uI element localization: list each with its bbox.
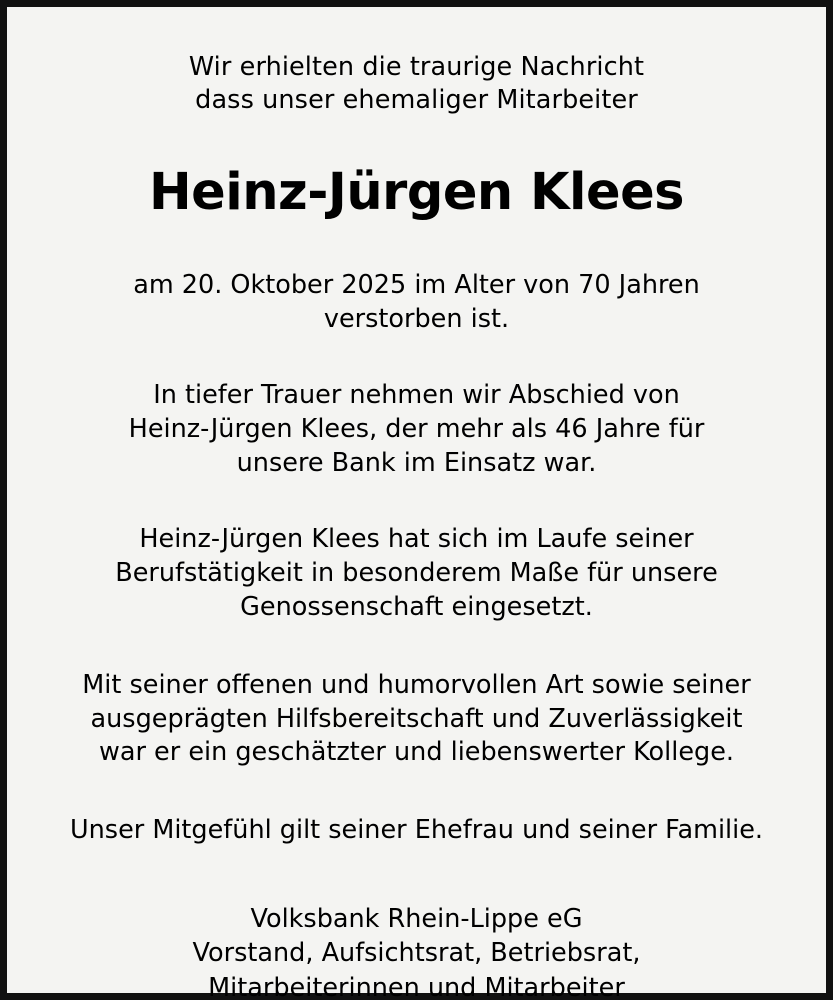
death-details	[133, 269, 700, 337]
mourning-line-3: unsere Bank im Einsatz war.	[236, 448, 597, 478]
career-line-3: Genossenschaft eingesetzt.	[240, 591, 593, 622]
mourning-line-2: Heinz-Jürgen Klees, der mehr als 46 Jahre für	[128, 414, 705, 445]
career-line-2: Berufstätigkeit in besonderem Maße für unsere	[115, 557, 718, 588]
mourning-line-1: In tiefer Trauer nehmen wir Abschied von	[153, 380, 680, 411]
signature-company: Volksbank Rhein-Lippe eG	[250, 904, 583, 935]
death-details-line-2: verstorben ist.	[323, 304, 510, 335]
signature-block	[193, 902, 641, 1004]
career-paragraph	[115, 523, 718, 625]
death-details-line-1: am 20. Oktober 2025 im Alter von 70 Jahren	[133, 270, 700, 301]
intro-line-2: dass unser ehemaliger Mitarbeiter	[195, 85, 638, 116]
character-line-2: ausgeprägten Hilfsbereitschaft und Zuverlässigkeit	[90, 703, 743, 734]
character-line-3: war er ein geschätzter und liebenswerter Kollege.	[98, 737, 734, 768]
career-line-1: Heinz-Jürgen Klees hat sich im Laufe seiner	[139, 523, 694, 554]
condolence-line-1: Unser Mitgefühl gilt seiner Ehefrau und seiner Familie.	[69, 815, 764, 846]
signature-line-2: Vorstand, Aufsichtsrat, Betriebsrat,	[192, 938, 641, 969]
intro-text	[189, 51, 644, 117]
deceased-name: Heinz-Jürgen Klees	[148, 163, 685, 223]
intro-line-1: Wir erhielten die traurige Nachricht	[188, 52, 645, 82]
character-line-1: Mit seiner offenen und humorvollen Art sowie seiner	[82, 669, 751, 700]
condolence-paragraph	[70, 814, 763, 848]
character-paragraph	[52, 669, 782, 771]
signature-line-3: Mitarbeiterinnen und Mitarbeiter	[208, 972, 625, 1003]
mourning-paragraph	[129, 379, 705, 481]
